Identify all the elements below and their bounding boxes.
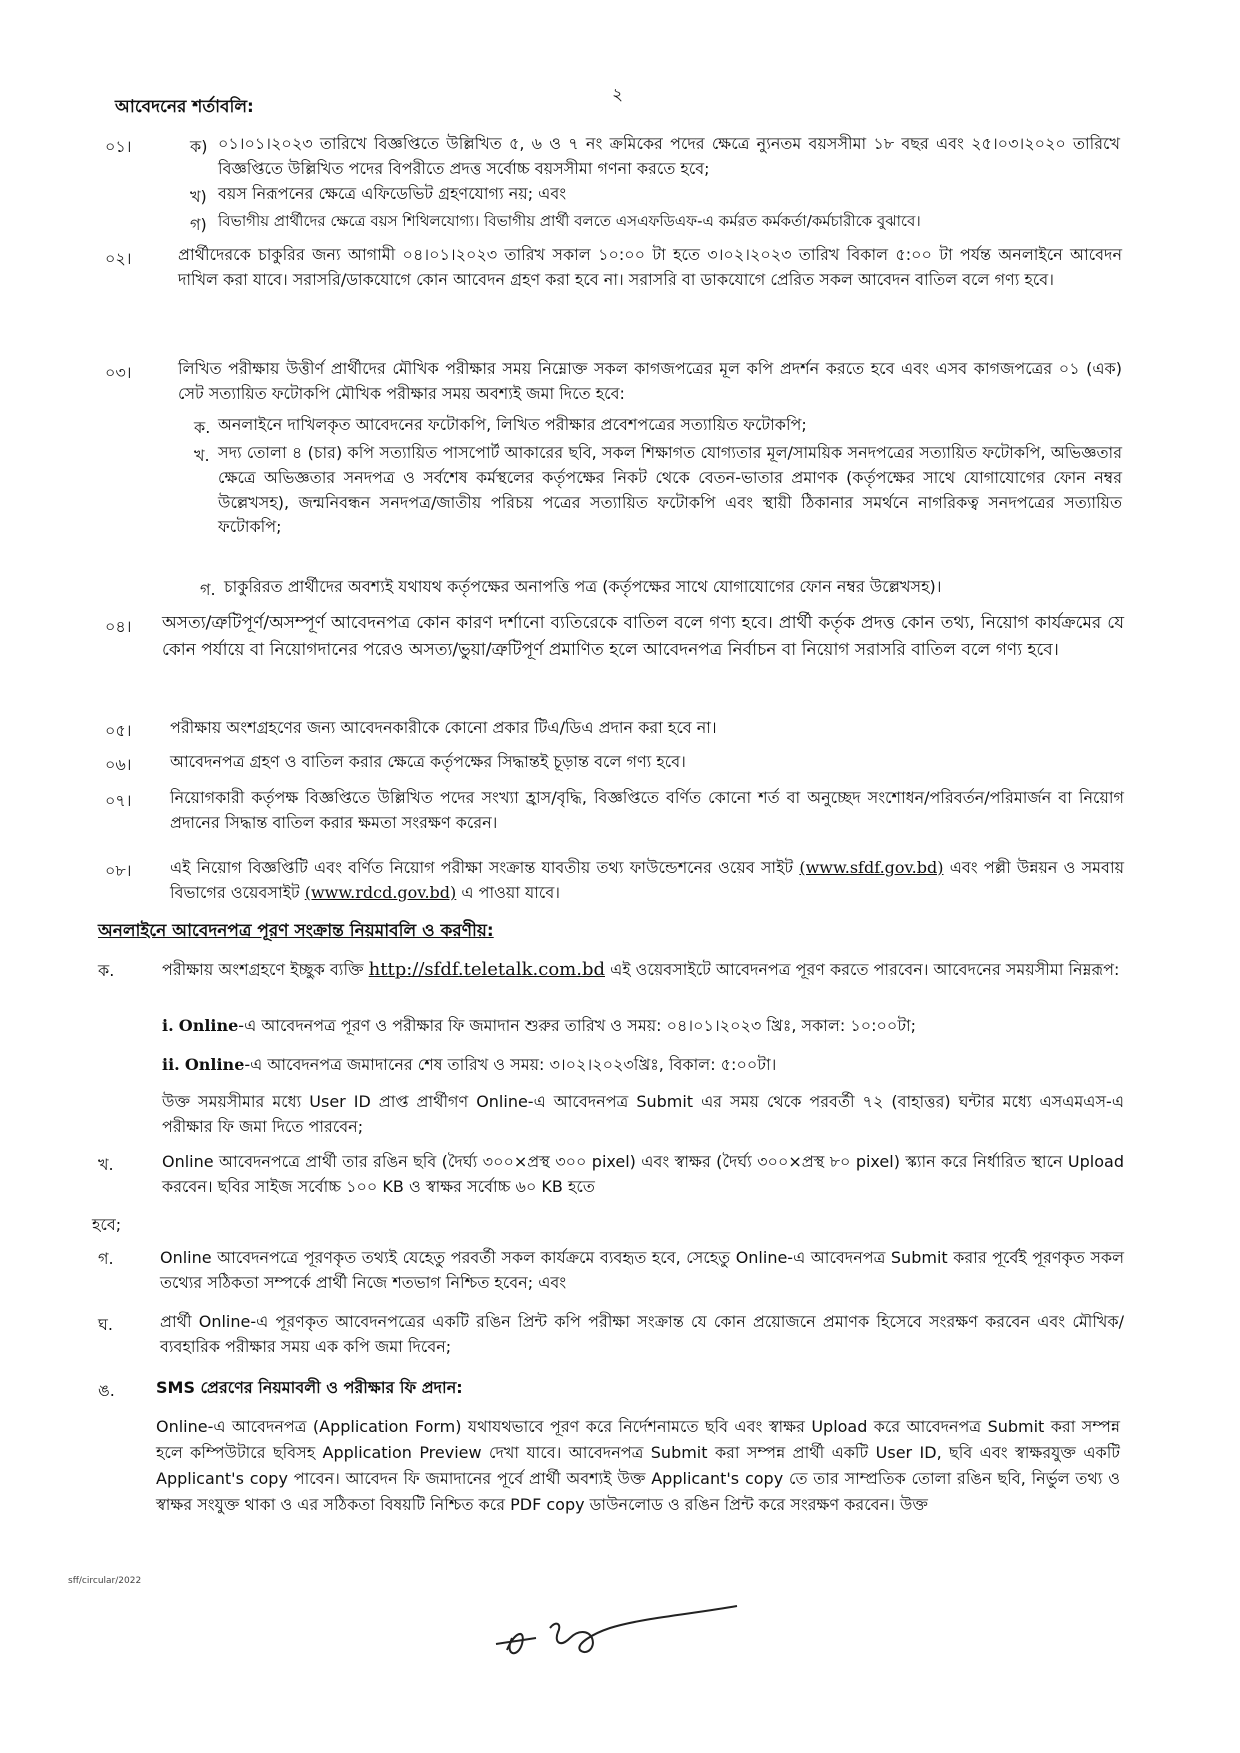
condition-text: লিখিত পরীক্ষায় উত্তীর্ণ প্রার্থীদের মৌখিক পরীক্ষার সময় নিম্নোক্ত সকল কাগজপত্রের মূল কপি প্রদর্শন করতে হবে এবং এসব কাগজপত্রের ০১ (এক) সেট সত্যায়িত ফটোকপি মৌখিক পরীক্ষার সময় অবশ্যই জমা দিতে হবে: bbox=[178, 359, 1122, 403]
roman-numeral: ii. bbox=[162, 1055, 180, 1074]
sub-label: ক. bbox=[194, 418, 211, 437]
sub-label: ঙ. bbox=[98, 1381, 115, 1400]
online-text: Online-এ আবেদনপত্র (Application Form) যথাযথভাবে পূরণ করে নির্দেশনামতে ছবি এবং স্বাক্ষর Upload করে আবেদনপত্র Submit করা সম্পন্ন হলে কম্পিউটারে ছবিসহ Application Preview দেখা যাবে। আবেদনপত্র Submit করা সম্পন্ন প্রার্থী একটি User ID, ছবি এবং স্বাক্ষরযুক্ত একটি Applicant's copy পাবেন। আবেদন ফি জমাদানের পূর্বে প্রার্থী অবশ্যই উক্ত Applicant's copy তে তার সাম্প্রতিক তোলা রঙিন ছবি, নির্ভুল তথ্য ও স্বাক্ষর সংযুক্ত থাকা ও এর সঠিকতা বিষয়টি নিশ্চিত করে PDF copy ডাউনলোড ও রঙিন প্রিন্ট করে সংরক্ষণ করবেন। উক্ত bbox=[156, 1417, 1120, 1514]
sub-label: ঘ. bbox=[98, 1315, 113, 1334]
condition-text-part: এ পাওয়া যাবে। bbox=[461, 882, 560, 902]
item-number: ০১। bbox=[105, 137, 132, 156]
online-text-part: -এ আবেদনপত্র জমাদানের শেষ তারিখ ও সময়: ৩।০২।২০২৩খ্রিঃ, বিকাল: ৫:০০টা। bbox=[244, 1055, 777, 1074]
item-number: ০৮। bbox=[105, 861, 132, 880]
condition-text: চাকুরিরত প্রার্থীদের অবশ্যই যথাযথ কর্তৃপক্ষের অনাপত্তি পত্র (কর্তৃপক্ষের সাথে যোগাযোগের ফোন নম্বর উল্লেখসহ)। bbox=[224, 577, 942, 596]
item-number: ০৩। bbox=[105, 363, 132, 382]
condition-text: বয়স নিরূপনের ক্ষেত্রে এফিডেভিট গ্রহণযোগ্য নয়; এবং bbox=[218, 184, 567, 203]
sub-label: ক. bbox=[98, 961, 115, 980]
condition-text: বিভাগীয় প্রার্থীদের ক্ষেত্রে বয়স শিথিলযোগ্য। বিভাগীয় প্রার্থী বলতে এসএফডিএফ-এ কর্মরত কর্মকর্তা/কর্মচারীকে বুঝাবে। bbox=[218, 212, 921, 230]
sfdf-website-link[interactable]: (www.sfdf.gov.bd) bbox=[799, 858, 944, 877]
condition-text: আবেদনপত্র গ্রহণ ও বাতিল করার ক্ষেত্রে কর্তৃপক্ষের সিদ্ধান্তই চূড়ান্ত বলে গণ্য হবে। bbox=[170, 752, 686, 771]
sub-label: ক) bbox=[190, 137, 208, 156]
condition-text: অনলাইনে দাখিলকৃত আবেদনের ফটোকপি, লিখিত পরীক্ষার প্রবেশপত্রের সত্যায়িত ফটোকপি; bbox=[218, 415, 807, 434]
condition-text: প্রার্থীদেরকে চাকুরির জন্য আগামী ০৪।০১।২০২৩ তারিখ সকাল ১০:০০ টা হতে ৩।০২।২০২৩ তারিখ বিকাল ৫:০০ টা পর্যন্ত অনলাইনে আবেদন দাখিল করা যাবে। সরাসরি/ডাকযোগে কোন আবেদন গ্রহণ করা হবে না। সরাসরি বা ডাকযোগে প্রেরিত সকল আবেদন বাতিল বলে গণ্য হবে। bbox=[178, 245, 1122, 289]
online-date-line bbox=[162, 1014, 1124, 1039]
condition-text-part: এবং পল্লী উন্নয়ন ও সমবায় বিভাগের ওয়েবসাইট bbox=[170, 858, 1125, 902]
sub-label: খ. bbox=[98, 1155, 114, 1174]
condition-text: পরীক্ষায় অংশগ্রহণের জন্য আবেদনকারীকে কোনো প্রকার টিএ/ডিএ প্রদান করা হবে না। bbox=[170, 718, 717, 737]
sub-label: গ. bbox=[98, 1249, 114, 1268]
online-text: Online আবেদনপত্রে পূরণকৃত তথ্যই যেহেতু পরবর্তী সকল কার্যক্রমে ব্যবহৃত হবে, সেহেতু Online-এ আবেদনপত্র Submit করার পূর্বেই পূরণকৃত সকল তথ্যের সঠিকতা সম্পর্কে প্রার্থী নিজে শতভাগ নিশ্চিত হবেন; এবং bbox=[160, 1248, 1124, 1292]
item-number: ০৬। bbox=[105, 755, 132, 774]
online-text-part: -এ আবেদনপত্র পূরণ ও পরীক্ষার ফি জমাদান শুরুর তারিখ ও সময়: ০৪।০১।২০২৩ খ্রিঃ, সকাল: ১০:০০টা; bbox=[238, 1016, 917, 1035]
online-text: প্রার্থী Online-এ পূরণকৃত আবেদনপত্রের একটি রঙিন প্রিন্ট কপি পরীক্ষা সংক্রান্ত যে কোন প্রয়োজনে প্রমাণক হিসেবে সংরক্ষণ করবেন এবং মৌখিক/ব্যবহারিক পরীক্ষার সময় এক কপি জমা দিবেন; bbox=[160, 1312, 1124, 1356]
online-date-line bbox=[162, 1053, 1124, 1078]
sub-label: গ. bbox=[200, 580, 216, 599]
condition-text bbox=[170, 856, 1124, 906]
condition-text: নিয়োগকারী কর্তৃপক্ষ বিজ্ঞপ্তিতে উল্লিখিত পদের সংখ্যা হ্রাস/বৃদ্ধি, বিজ্ঞপ্তিতে বর্ণিত কোনো শর্ত বা অনুচ্ছেদ সংশোধন/পরিবর্তন/পরিমার্জন বা নিয়োগ প্রদানের সিদ্ধান্ত বাতিল করার ক্ষমতা সংরক্ষণ করেন। bbox=[170, 788, 1124, 832]
online-lead: Online bbox=[184, 1055, 245, 1074]
online-text-tail: হবে; bbox=[92, 1215, 122, 1234]
roman-numeral: i. bbox=[162, 1016, 174, 1035]
conditions-heading: আবেদনের শর্তাবলি: bbox=[115, 97, 254, 117]
sub-label: খ. bbox=[194, 446, 210, 465]
sms-title: SMS প্রেরণের নিয়মাবলী ও পরীক্ষার ফি প্রদান: bbox=[156, 1378, 463, 1397]
item-number: ০২। bbox=[105, 249, 132, 268]
condition-text-part: এই নিয়োগ বিজ্ঞপ্তিটি এবং বর্ণিত নিয়োগ পরীক্ষা সংক্রান্ত যাবতীয় তথ্য ফাউন্ডেশনের ওয়েব সাইট bbox=[170, 858, 794, 877]
rdcd-website-link[interactable]: (www.rdcd.gov.bd) bbox=[304, 882, 457, 902]
item-number: ০৫। bbox=[105, 721, 132, 740]
sub-label: গ) bbox=[190, 215, 207, 234]
online-text-part: এই ওয়েবসাইটে আবেদনপত্র পূরণ করতে পারবেন। আবেদনের সময়সীমা নিম্নরূপ: bbox=[610, 960, 1120, 979]
online-text-part: পরীক্ষায় অংশগ্রহণে ইচ্ছুক ব্যক্তি bbox=[162, 960, 364, 979]
page-number: ২ bbox=[612, 85, 624, 105]
online-text bbox=[162, 956, 1124, 984]
sub-label: খ) bbox=[190, 187, 207, 206]
condition-text: অসত্য/ত্রুটিপূর্ণ/অসম্পূর্ণ আবেদনপত্র কোন কারণ দর্শানো ব্যতিরেকে বাতিল বলে গণ্য হবে। প্রার্থী কর্তৃক প্রদত্ত কোন তথ্য, নিয়োগ কার্যক্রমের যে কোন পর্যায়ে বা নিয়োগদানের পরেও অসত্য/ভুয়া/ত্রুটিপূর্ণ প্রমাণিত হলে আবেদনপত্র নির্বাচন বা নিয়োগ সরাসরি বাতিল বলে গণ্য হবে। bbox=[162, 613, 1124, 660]
condition-text: ০১।০১।২০২৩ তারিখে বিজ্ঞপ্তিতে উল্লিখিত ৫, ৬ ও ৭ নং ক্রমিকের পদের ক্ষেত্রে ন্যুনতম বয়সসীমা ১৮ বছর এবং ২৫।০৩।২০২০ তারিখে বিজ্ঞপ্তিতে উল্লিখিত পদের বিপরীতে প্রদত্ত সর্বোচ্চ বয়সসীমা গণনা করতে হবে; bbox=[218, 134, 1120, 178]
teletalk-link[interactable]: http://sfdf.teletalk.com.bd bbox=[368, 959, 605, 980]
signature-image bbox=[492, 1598, 742, 1668]
online-text: Online আবেদনপত্রে প্রার্থী তার রঙিন ছবি (দৈর্ঘ্য ৩০০×প্রস্থ ৩০০ pixel) এবং স্বাক্ষর (দৈর্ঘ্য ৩০০×প্রস্থ ৮০ pixel) স্ক্যান করে নির্ধারিত স্থানে Upload করবেন। ছবির সাইজ সর্বোচ্চ ১০০ KB ও স্বাক্ষর সর্বোচ্চ ৬০ KB হতে bbox=[162, 1152, 1124, 1196]
item-number: ০৪। bbox=[105, 617, 132, 636]
online-lead: Online bbox=[178, 1016, 239, 1035]
circular-code: sff/circular/2022 bbox=[68, 1576, 142, 1586]
condition-text: সদ্য তোলা ৪ (চার) কপি সত্যায়িত পাসপোর্ট আকারের ছবি, সকল শিক্ষাগত যোগ্যতার মূল/সাময়িক সনদপত্রের সত্যায়িত ফটোকপি, অভিজ্ঞতার ক্ষেত্রে অভিজ্ঞতার সনদপত্র ও সর্বশেষ কর্মস্থলের কর্তৃপক্ষের নিকট থেকে বেতন-ভাতার প্রমাণক (কর্তৃপক্ষের সাথে যোগাযোগের ফোন নম্বর উল্লেখসহ), জন্মনিবন্ধন সনদপত্র/জাতীয় পরিচয় পত্রের সত্যায়িত ফটোকপি এবং স্থায়ী ঠিকানার সমর্থনে নাগরিকত্ব সনদপত্রের সত্যায়িত ফটোকপি; bbox=[218, 443, 1122, 537]
item-number: ০৭। bbox=[105, 791, 132, 810]
online-heading: অনলাইনে আবেদনপত্র পূরণ সংক্রান্ত নিয়মাবলি ও করণীয়: bbox=[98, 921, 494, 941]
online-text: উক্ত সময়সীমার মধ্যে User ID প্রাপ্ত প্রার্থীগণ Online-এ আবেদনপত্র Submit এর সময় থেকে পরবর্তী ৭২ (বাহাত্তর) ঘন্টার মধ্যে এসএমএস-এ পরীক্ষার ফি জমা দিতে পারবেন; bbox=[162, 1092, 1124, 1136]
